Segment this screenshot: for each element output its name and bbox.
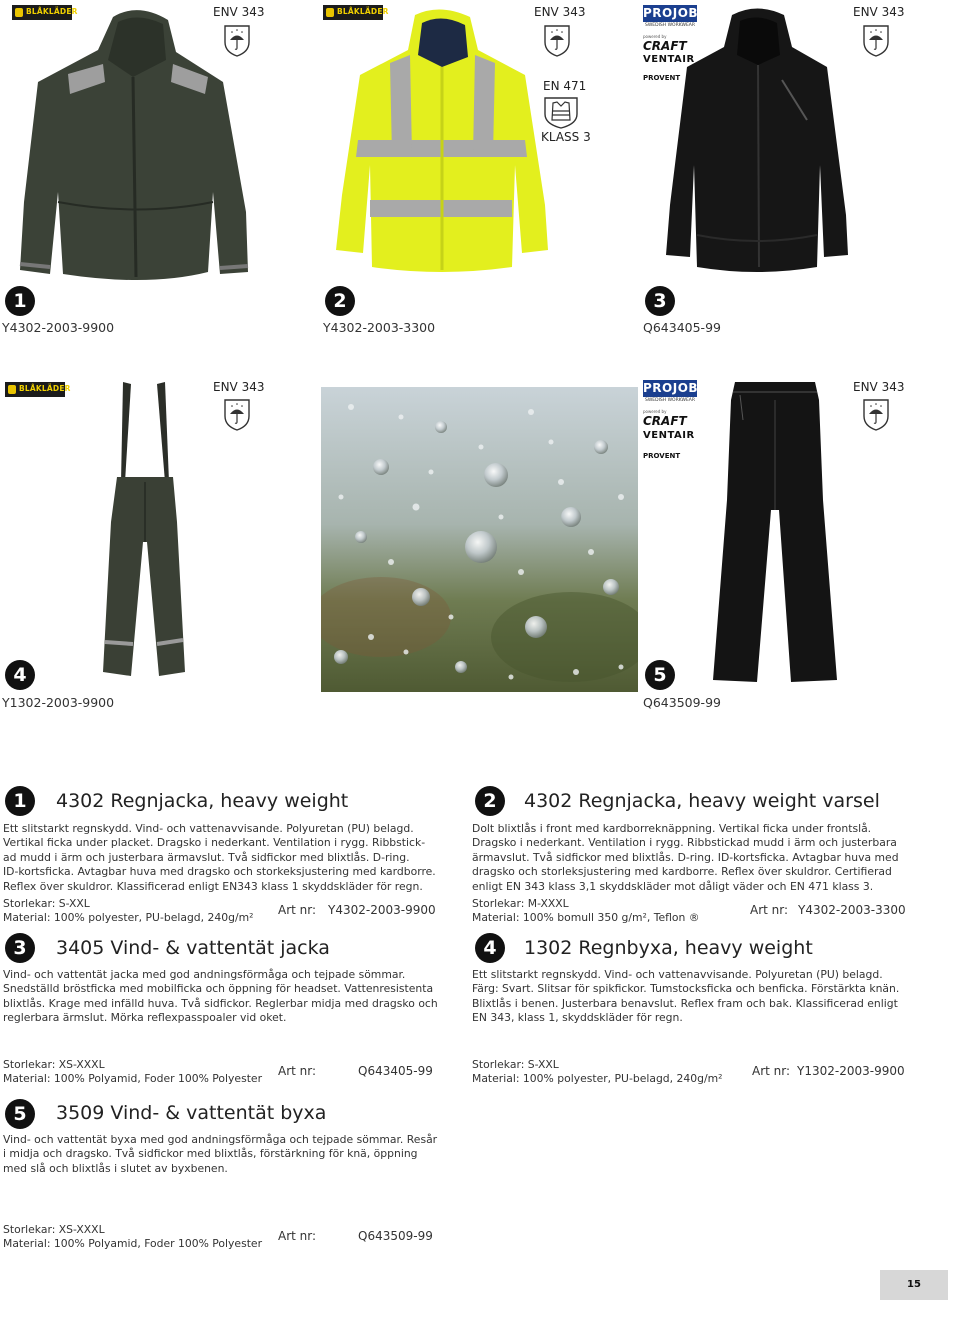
art-nr-value: Y4302-2003-3300 — [798, 903, 906, 917]
product-number-badge: 5 — [645, 660, 675, 690]
product-number-badge: 1 — [5, 286, 35, 316]
blaklader-logo: BLÅKLÄDER — [12, 5, 72, 20]
blaklader-logo: BLÅKLÄDER — [323, 5, 383, 20]
product-title: 4302 Regnjacka, heavy weight varsel — [524, 790, 880, 812]
product-code: Q643405-99 — [643, 320, 721, 335]
umbrella-shield-icon — [862, 398, 890, 432]
product-code: Y4302-2003-9900 — [2, 320, 115, 335]
umbrella-shield-icon — [223, 398, 251, 432]
art-nr-label: Art nr: — [752, 1064, 791, 1078]
env-343-label: ENV 343 — [853, 380, 905, 394]
raindrops-photo — [321, 387, 638, 692]
umbrella-shield-icon — [862, 24, 890, 58]
provent-logo: PROVENT — [643, 452, 681, 460]
hivis-vest-shield-icon — [543, 96, 579, 130]
umbrella-shield-icon — [543, 24, 571, 58]
product-description: Dolt blixtlås i front med kardborreknäppning. Vertikal ficka under frontslå. Dragsko i nederkant. Ventilation i rygg. Ribbstickad mudd i ärm och justerbara ärmavslut. Två sidfickor med blixtlås. D-ring. ID-kortsficka. Avtagbar huva med dragsko och storleksjustering med kardborre. Reflex över skuldror. Certifierad enligt EN 343 klass 3,1 skyddskläder mot dåligt väder och EN 471 klass 3. — [472, 822, 899, 893]
env-343-label: ENV 343 — [534, 5, 586, 19]
product-specs: Storlekar: XS-XXXL Material: 100% Polyamid, Foder 100% Polyester — [3, 1058, 263, 1086]
page-number: 15 — [907, 1279, 921, 1290]
description-number-badge: 5 — [5, 1099, 35, 1129]
env-343-label: ENV 343 — [853, 5, 905, 19]
product-number-badge: 3 — [645, 286, 675, 316]
product-title: 4302 Regnjacka, heavy weight — [56, 790, 349, 812]
product-code: Y1302-2003-9900 — [2, 695, 115, 710]
product-specs: Storlekar: M-XXXL Material: 100% bomull 350 g/m², Teflon ® — [472, 897, 700, 925]
craft-logo: powered by CRAFT — [643, 34, 687, 53]
art-nr-label: Art nr: — [278, 1064, 317, 1078]
product-code: Q643509-99 — [643, 695, 721, 710]
env-343-label: ENV 343 — [213, 5, 265, 19]
projob-logo: PROJOB SWEDISH WORKWEAR — [643, 6, 699, 28]
art-nr-value: Y4302-2003-9900 — [328, 903, 436, 917]
product-title: 3405 Vind- & vattentät jacka — [56, 937, 330, 959]
product-description: Ett slitstarkt regnskydd. Vind- och vattenavvisande. Polyuretan (PU) belagd. Färg: Svart. Slitsar för spikfickor. Tumstocksficka och benficka. Förstärkta knän. Blixtlås i benen. Justerbara benavslut. Reflex fram och bak. Klassificerad enligt EN 343, klass 1, skyddskläder för regn. — [472, 968, 900, 1025]
env-343-label: ENV 343 — [213, 380, 265, 394]
art-nr-value: Q643405-99 — [358, 1064, 433, 1078]
provent-logo: PROVENT — [643, 74, 681, 82]
projob-logo: PROJOB SWEDISH WORKWEAR — [643, 381, 699, 403]
art-nr-value: Q643509-99 — [358, 1229, 433, 1243]
art-nr-value: Y1302-2003-9900 — [797, 1064, 905, 1078]
art-nr-label: Art nr: — [278, 1229, 317, 1243]
product-2-hivis-jacket-image — [330, 5, 555, 275]
description-number-badge: 3 — [5, 933, 35, 963]
craft-logo: powered by CRAFT — [643, 409, 687, 428]
product-description: Ett slitstarkt regnskydd. Vind- och vattenavvisande. Polyuretan (PU) belagd. Vertikal ficka under placket. Dragsko i nederkant. Ventilation i rygg. Ribbstick- ad mudd i ärm och justerbara ärmavslut. Två sidfickor med blixtlås. D-ring. ID-kortsficka. Avtagbar huva med dragsko och storkeksjustering med kardborre. Reflex över skuldror. Klassificerad enligt EN343 klass 1 skyddskläder för regn. — [3, 822, 436, 893]
page-number-box — [880, 1270, 948, 1300]
umbrella-shield-icon — [223, 24, 251, 58]
product-title: 3509 Vind- & vattentät byxa — [56, 1102, 327, 1124]
product-specs: Storlekar: S-XXL Material: 100% polyester, PU-belagd, 240g/m² — [3, 897, 254, 925]
product-3-black-jacket-image — [662, 5, 852, 275]
product-number-badge: 2 — [325, 286, 355, 316]
product-number-badge: 4 — [5, 660, 35, 690]
ventair-logo: VENTAIR — [643, 430, 695, 441]
art-nr-label: Art nr: — [750, 903, 789, 917]
description-number-badge: 1 — [5, 786, 35, 816]
description-number-badge: 2 — [475, 786, 505, 816]
product-code: Y4302-2003-3300 — [323, 320, 436, 335]
product-specs: Storlekar: XS-XXXL Material: 100% Polyamid, Foder 100% Polyester — [3, 1223, 263, 1251]
product-specs: Storlekar: S-XXL Material: 100% polyester, PU-belagd, 240g/m² — [472, 1058, 723, 1086]
art-nr-label: Art nr: — [278, 903, 317, 917]
product-5-black-trousers-image — [705, 380, 845, 685]
product-description: Vind- och vattentät byxa med god andningsförmåga och tejpade sömmar. Resår i midja och dragsko. Två sidfickor med blixtlås, förstärkning för knä, öppning med slå och blixtlås i slutet av byxbenen. — [3, 1133, 438, 1175]
en-471-label: EN 471 — [543, 79, 587, 93]
product-title: 1302 Regnbyxa, heavy weight — [524, 937, 813, 959]
ventair-logo: VENTAIR — [643, 54, 695, 65]
blaklader-logo: BLÅKLÄDER — [5, 382, 65, 397]
product-description: Vind- och vattentät jacka med god andningsförmåga och tejpade sömmar. Snedställd bröstficka med mobilficka och öppning för headset. Vattenresistenta blixtlås. Krage med infälld huva. Två sidfickor. Reglerbar midja med dragsko och reglerbara ärmslut. Mörka reflexpasspoaler vid oket. — [3, 968, 438, 1025]
klass-3-label: KLASS 3 — [541, 130, 591, 144]
description-number-badge: 4 — [475, 933, 505, 963]
product-4-rain-trousers-image — [95, 382, 195, 682]
